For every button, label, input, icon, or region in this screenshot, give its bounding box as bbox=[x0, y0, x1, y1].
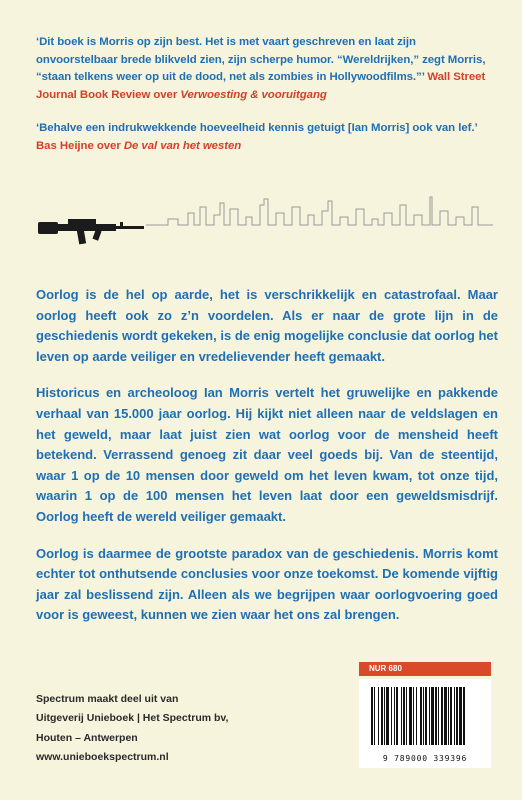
isbn-barcode bbox=[359, 679, 491, 768]
blurb-paragraph: Historicus en archeoloog Ian Morris vertelt het gruwelijke en pakkende verhaal van 15.000 jaar oorlog. Hij kijkt niet alleen naar de veldslagen en het geweld, maar laat juist zien wat oorlog voor de mensheid heeft betekend. Verrassend genoeg zit daar veel goeds bij. Van de steentijd, waar 1 op de 10 mensen door geweld om het leven kwam, tot onze tijd, waarin 1 op de 100 mensen het leven laat door een geweldsmisdrijf. Oorlog heeft de wereld veiliger gemaakt. bbox=[36, 385, 498, 524]
barcode-bar bbox=[374, 687, 375, 745]
barcode-bar bbox=[431, 687, 434, 745]
barcode-bar bbox=[459, 687, 462, 745]
barcode-bar bbox=[391, 687, 392, 745]
barcode-bar bbox=[420, 687, 422, 745]
publisher-line: Uitgeverij Unieboek | Het Spectrum bv, bbox=[36, 712, 229, 725]
quote-source-name: Wall Street Journal Book Review over bbox=[36, 71, 486, 101]
barcode-bar bbox=[396, 687, 398, 745]
barcode-bar bbox=[378, 687, 379, 745]
publisher-line: Spectrum maakt deel uit van bbox=[36, 693, 179, 705]
publisher-line: Houten – Antwerpen bbox=[36, 731, 138, 744]
barcode-bar bbox=[406, 687, 407, 745]
blurb-paragraph: Oorlog is de hel op aarde, het is verschrikkelijk en catastrofaal. Maar oorlog heeft ook zo z’n voordelen. Als er naar de grote lijn in de geschiedenis wordt gekeken, is de enig mogelijke conclusie dat oorlog het leven op aarde veiliger en vredelievender heeft gemaakt. bbox=[36, 287, 498, 364]
barcode-bar bbox=[448, 687, 449, 745]
barcode-bar bbox=[384, 687, 385, 745]
barcode-bar bbox=[425, 687, 427, 745]
barcode-bar bbox=[381, 687, 383, 745]
barcode-bar bbox=[371, 687, 373, 745]
barcode-bar bbox=[401, 687, 402, 745]
barcode-bar bbox=[386, 687, 389, 745]
barcode-bar bbox=[394, 687, 395, 745]
barcode-bar bbox=[456, 687, 458, 745]
barcode-bar bbox=[450, 687, 452, 745]
review-quote-1 bbox=[36, 34, 496, 104]
barcode-bars bbox=[369, 687, 481, 749]
barcode-bar bbox=[403, 687, 405, 745]
blurb-paragraph: Oorlog is daarmee de grootste paradox van de geschiedenis. Morris komt echter tot onthutsende conclusies voor onze toekomst. De komende vijftig jaar zal beslissend zijn. Alleen als we begrijpen waar oorlogvoering goed voor is geweest, kunnen we zien waar het ons zal brengen. bbox=[36, 545, 498, 623]
barcode-bar bbox=[438, 687, 439, 745]
publisher-url: www.unieboekspectrum.nl bbox=[36, 751, 169, 764]
barcode-bar bbox=[441, 687, 443, 745]
blurb bbox=[36, 285, 498, 642]
barcode-bar bbox=[423, 687, 424, 745]
barcode-bar bbox=[454, 687, 455, 745]
rifle-icon bbox=[38, 219, 144, 244]
quote-source bbox=[36, 140, 241, 152]
review-quote-2 bbox=[36, 120, 496, 155]
quote-work-title: De val van het westen bbox=[123, 139, 242, 152]
barcode-bar bbox=[444, 687, 447, 745]
nur-code-badge: NUR 680 bbox=[359, 662, 491, 676]
isbn-number: 9 789000 339396 bbox=[382, 754, 468, 763]
quote-text: ‘Dit boek is Morris op zijn best. Het is met vaart geschreven en laat zijn onvoorstelbaar brede blikveld zien, zijn scherpe humor. “Wereldrijken,” zegt Morris, “staan telkens weer op uit de dood, net als zombies in Hollywoodfilms.”’ bbox=[36, 36, 486, 83]
publisher-info bbox=[36, 690, 296, 768]
quote-source-name: Bas Heijne over bbox=[36, 139, 121, 152]
skyline-outline bbox=[146, 197, 493, 225]
review-quotes bbox=[36, 34, 496, 171]
barcode-bar bbox=[409, 687, 412, 745]
barcode-bar bbox=[416, 687, 417, 745]
barcode-bar bbox=[429, 687, 430, 745]
rifle-skyline-illustration bbox=[38, 195, 493, 255]
barcode-bar bbox=[435, 687, 437, 745]
barcode-bar bbox=[413, 687, 414, 745]
quote-work-title: Verwoesting & vooruitgang bbox=[180, 88, 327, 101]
quote-text: ‘Behalve een indrukwekkende hoeveelheid kennis getuigt [Ian Morris] ook van lef.’ bbox=[36, 122, 477, 134]
barcode-bar bbox=[463, 687, 465, 745]
